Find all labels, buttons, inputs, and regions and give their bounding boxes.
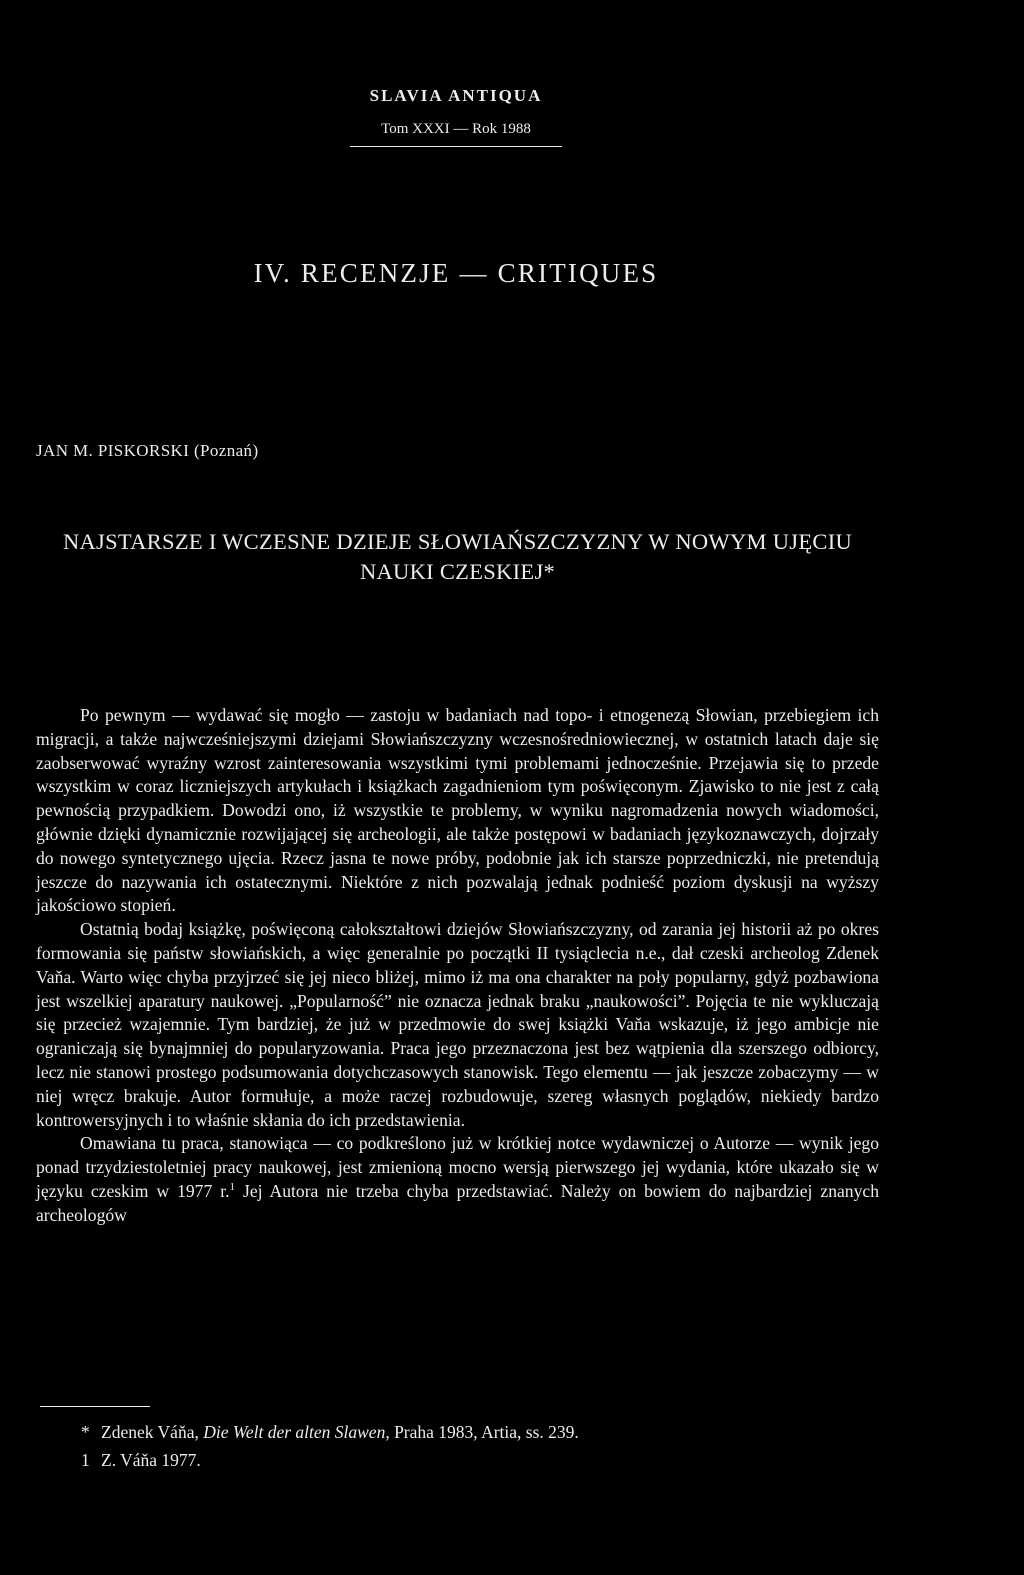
header-rule [350, 146, 562, 147]
footnote [81, 1418, 579, 1446]
article-body [36, 704, 879, 1228]
article-title: NAJSTARSZE I WCZESNE DZIEJE SŁOWIAŃSZCZYZNY W NOWYM UJĘCIU NAUKI CZESKIEJ* [62, 529, 853, 584]
paragraph: Ostatnią bodaj książkę, poświęconą całokształtowi dziejów Słowiańszczyzny, od zarania jej historii aż po okres formowania się państw słowiańskich, a więc generalnie po początki II tysiąclecia n.e., dał czeski archeolog Zdenek Vaňa. Warto więc chyba przyjrzeć się jej nieco bliżej, mimo iż ma ona charakter na poły popularny, gdyż pozbawiona jest wszelkiej aparatury naukowej. „Popularność” nie oznacza jednak braku „naukowości”. Pojęcia te nie wykluczają się przecież wzajemnie. Tym bardziej, że już w przedmowie do swej książki Vaňa wskazuje, iż jego ambicje nie ograniczają się bynajmniej do popularyzowania. Praca jego przeznaczona jest bez wątpienia dla szerszego odbiorcy, lecz nie stanowi prostego podsumowania dotychczasowych stanowisk. Tego elementu — jak jeszcze zobaczymy — w niej wręcz brakuje. Autor formułuje, a może raczej rozbudowuje, szereg własnych poglądów, niekiedy bardzo kontrowersyjnych i to właśnie skłania do ich przedstawienia. [36, 919, 879, 1130]
journal-name: SLAVIA ANTIQUA [369, 86, 543, 105]
footnote-mark: * [81, 1422, 90, 1442]
paragraph: Po pewnym — wydawać się mogło — zastoju w badaniach nad topo- i etnogenezą Słowian, przebiegiem ich migracji, a także najwcześniejszymi dziejami Słowiańszczyzny wczesnośredniowiecznej, w ostatnich latach daje się zaobserwować wyraźny wzrost zainteresowania wszystkimi tymi problemami jednocześnie. Przejawia się to przede wszystkim w coraz liczniejszych artykułach i książkach zagadnieniom tym poświęconym. Zjawisko to nie jest z całą pewnością przypadkiem. Dowodzi ono, iż wszystkie te problemy, w wyniku nagromadzenia nowych wiadomości, głównie dzięki dynamicznie rozwijającej się archeologii, ale także postępowi w badaniach językoznawczych, dojrzały do nowego syntetycznego ujęcia. Rzecz jasna te nowe próby, podobnie jak ich starsze poprzedniczki, nie pretendują jeszcze do nazywania ich ostatecznymi. Niektóre z nich pozwalają jednak podnieść poziom dyskusji na wyższy jakościowo stopień. [36, 705, 879, 916]
volume-line: Tom XXXI — Rok 1988 [381, 121, 531, 137]
footnote [81, 1446, 579, 1474]
paragraph-text: Jej Autora nie trzeba chyba przedstawiać. Należy on bowiem do najbardziej znanych archeologów [36, 1180, 879, 1225]
paragraph-text: Omawiana tu praca, stanowiąca — co podkreślono już w krótkiej notce wydawniczej o Autorze — wynik jego ponad trzydziestoletniej pracy naukowej, jest zmienioną mocno wersją pierwszego jej wydania, które ukazało się w języku czeskim w 1977 r. [36, 1133, 879, 1201]
footnote-author: Z. Váňa [101, 1450, 158, 1470]
paragraph [36, 1132, 879, 1227]
footnote-details: 1977. [157, 1450, 201, 1470]
section-heading: IV. RECENZJE — CRITIQUES [253, 258, 659, 288]
footnotes [81, 1418, 579, 1474]
footnote-rule [40, 1406, 150, 1407]
footnote-work-title: Die Welt der alten Slawen [203, 1422, 386, 1442]
footnote-reference: 1 [229, 1181, 236, 1194]
footnote-mark: 1 [81, 1450, 90, 1470]
author-line: JAN M. PISKORSKI (Poznań) [36, 441, 259, 460]
footnote-author: Zdenek Váňa, [101, 1422, 204, 1442]
footnote-details: , Praha 1983, Artia, ss. 239. [385, 1422, 579, 1442]
